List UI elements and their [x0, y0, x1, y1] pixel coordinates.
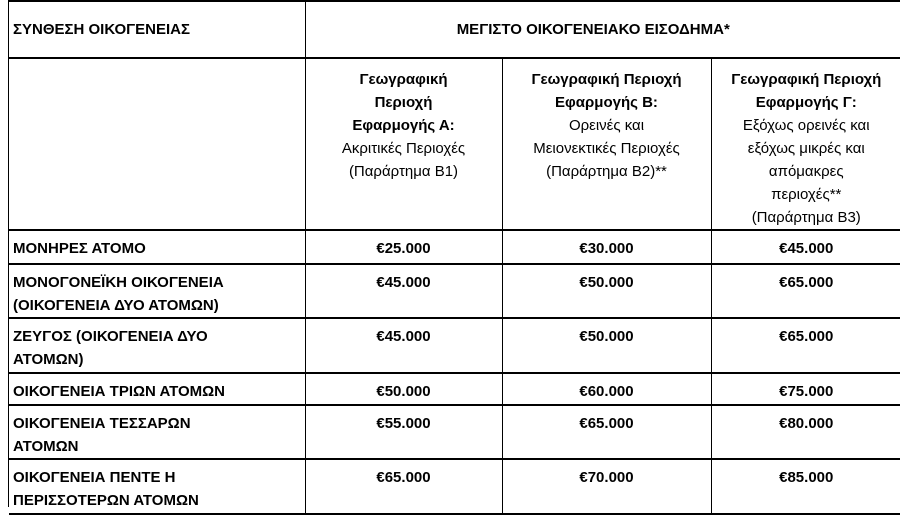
row-value-a: €55.000 [305, 405, 502, 459]
region-c-title-2: Εφαρμογής Γ: [712, 91, 900, 114]
region-c-header [711, 58, 900, 230]
region-c-desc-5: (Παράρτημα Β3) [712, 206, 900, 229]
region-a-title-3: Εφαρμογής Α: [306, 114, 502, 137]
region-a-title-1: Γεωγραφική [306, 68, 502, 91]
row-value-b: €65.000 [502, 405, 711, 459]
row-label [9, 459, 305, 514]
region-b-desc-2: Μειονεκτικές Περιοχές [503, 137, 711, 160]
region-b-title-2: Εφαρμογής Β: [503, 91, 711, 114]
table-row [9, 405, 900, 459]
row-label-line1: ΟΙΚΟΓΕΝΕΙΑ ΤΕΣΣΑΡΩΝ [13, 415, 191, 432]
income-header: ΜΕΓΙΣΤΟ ΟΙΚΟΓΕΝΕΙΑΚΟ ΕΙΣΟΔΗΜΑ* [305, 2, 900, 58]
row-value-c: €80.000 [711, 405, 900, 459]
region-a-header [305, 58, 502, 230]
row-value-c: €65.000 [711, 318, 900, 373]
row-value-c: €45.000 [711, 230, 900, 264]
composition-header: ΣΥΝΘΕΣΗ ΟΙΚΟΓΕΝΕΙΑΣ [9, 2, 305, 58]
table-row [9, 373, 900, 405]
region-b-title-1: Γεωγραφική Περιοχή [503, 68, 711, 91]
row-value-a: €45.000 [305, 264, 502, 318]
row-label [9, 230, 305, 264]
row-value-c: €75.000 [711, 373, 900, 405]
row-label-line1: ΜΟΝΗΡΕΣ ΑΤΟΜΟ [13, 240, 146, 257]
row-label-line1: ΜΟΝΟΓΟΝΕΪΚΗ ΟΙΚΟΓΕΝΕΙΑ [13, 274, 224, 291]
region-c-title-1: Γεωγραφική Περιοχή [712, 68, 900, 91]
table-row [9, 318, 900, 373]
row-value-a: €65.000 [305, 459, 502, 514]
table-row [9, 459, 900, 514]
table-row [9, 264, 900, 318]
table-row [9, 230, 900, 264]
region-a-title-2: Περιοχή [306, 91, 502, 114]
row-label-line2: ΠΕΡΙΣΣΟΤΕΡΩΝ ΑΤΟΜΩΝ [13, 492, 199, 509]
table-title-row [9, 2, 900, 58]
region-b-desc-3: (Παράρτημα Β2)** [503, 160, 711, 183]
region-c-desc-4: περιοχές** [712, 183, 900, 206]
row-label [9, 405, 305, 459]
region-c-desc-3: απόμακρες [712, 160, 900, 183]
row-value-b: €30.000 [502, 230, 711, 264]
row-value-a: €25.000 [305, 230, 502, 264]
row-value-b: €60.000 [502, 373, 711, 405]
row-value-b: €50.000 [502, 264, 711, 318]
row-value-a: €50.000 [305, 373, 502, 405]
row-label [9, 264, 305, 318]
region-b-desc-1: Ορεινές και [503, 114, 711, 137]
row-value-b: €70.000 [502, 459, 711, 514]
region-b-header [502, 58, 711, 230]
income-table [9, 2, 900, 515]
row-label-line2: ΑΤΟΜΩΝ [13, 438, 79, 455]
row-label-line1: ΟΙΚΟΓΕΝΕΙΑ ΠΕΝΤΕ Η [13, 469, 176, 486]
empty-header-cell [9, 58, 305, 230]
region-a-desc-1: Ακριτικές Περιοχές [306, 137, 502, 160]
row-value-b: €50.000 [502, 318, 711, 373]
region-a-desc-2: (Παράρτημα Β1) [306, 160, 502, 183]
row-value-a: €45.000 [305, 318, 502, 373]
row-value-c: €85.000 [711, 459, 900, 514]
region-c-desc-1: Εξόχως ορεινές και [712, 114, 900, 137]
region-header-row [9, 58, 900, 230]
row-label [9, 373, 305, 405]
region-c-desc-2: εξόχως μικρές και [712, 137, 900, 160]
row-label-line1: ΟΙΚΟΓΕΝΕΙΑ ΤΡΙΩΝ ΑΤΟΜΩΝ [13, 383, 225, 400]
row-label-line1: ΖΕΥΓΟΣ (ΟΙΚΟΓΕΝΕΙΑ ΔΥΟ [13, 328, 208, 345]
income-table-frame [8, 0, 900, 507]
row-label-line2: ΑΤΟΜΩΝ) [13, 351, 84, 368]
row-label [9, 318, 305, 373]
row-label-line2: (ΟΙΚΟΓΕΝΕΙΑ ΔΥΟ ΑΤΟΜΩΝ) [13, 297, 219, 314]
row-value-c: €65.000 [711, 264, 900, 318]
